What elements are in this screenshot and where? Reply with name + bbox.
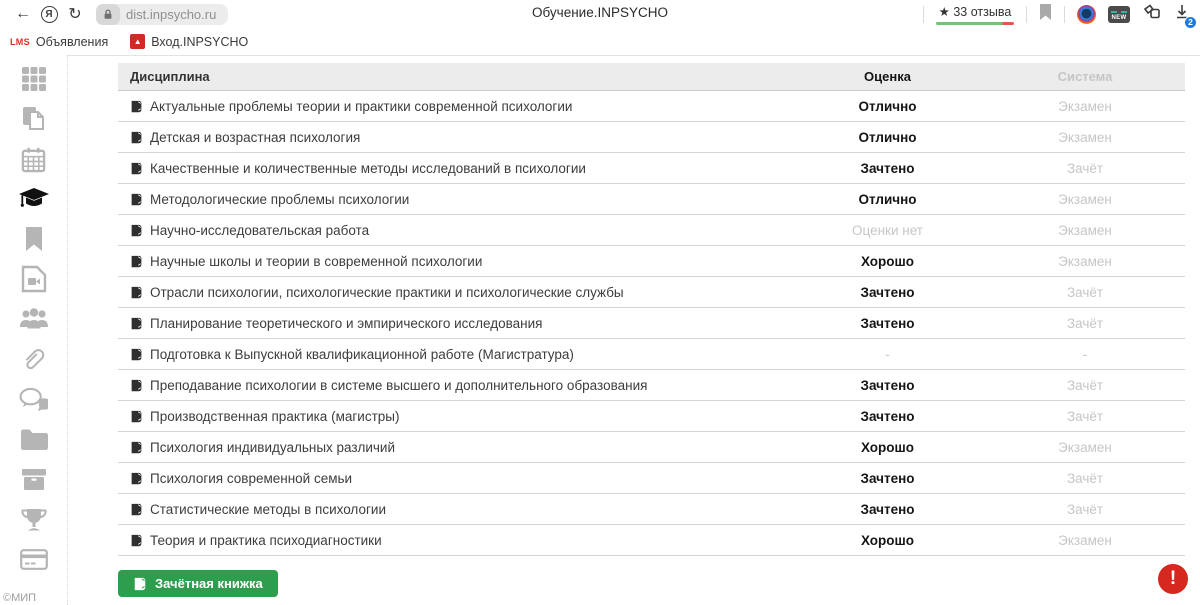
divider xyxy=(923,6,924,23)
bookmark-label: Объявления xyxy=(35,34,109,49)
bookmark-label: Вход.INPSYCHO xyxy=(151,34,249,49)
sidebar-item-files[interactable] xyxy=(17,424,51,454)
system-value: Зачёт xyxy=(1066,284,1104,300)
discipline-name[interactable]: Психология индивидуальных различий xyxy=(150,439,395,455)
downloads-button[interactable] xyxy=(1174,4,1193,27)
new-tab-dash xyxy=(1111,11,1127,13)
grade-value: Оценки нет xyxy=(852,222,923,238)
chat-icon xyxy=(19,387,48,411)
discipline-name[interactable]: Подготовка к Выпускной квалификационной работе (Магистратура) xyxy=(150,346,574,362)
book-icon xyxy=(130,410,143,423)
book-icon xyxy=(130,534,143,547)
reviews-count: ★ 33 отзыва xyxy=(938,4,1012,19)
rating-bar xyxy=(936,22,1014,25)
sidebar-item-achievements[interactable] xyxy=(17,504,51,534)
grade-value: Отлично xyxy=(858,129,917,145)
table-row[interactable] xyxy=(118,308,1185,339)
bookmarks-bar xyxy=(0,28,1200,55)
grades-page xyxy=(68,55,1200,605)
new-tab-icon[interactable] xyxy=(1108,6,1130,23)
documents-icon xyxy=(20,105,48,133)
discipline-name[interactable]: Научно-исследовательская работа xyxy=(150,222,370,238)
book-icon xyxy=(130,286,143,299)
grade-value: Хорошо xyxy=(860,253,915,269)
bookmark-flag-icon[interactable] xyxy=(1039,4,1052,25)
downloads-badge: 2 xyxy=(1184,16,1197,29)
new-tab-label: NEW xyxy=(1111,14,1127,21)
table-row[interactable] xyxy=(118,122,1185,153)
discipline-name[interactable]: Производственная практика (магистры) xyxy=(150,408,400,424)
table-row[interactable] xyxy=(118,153,1185,184)
book-icon xyxy=(130,193,143,206)
table-row[interactable] xyxy=(118,91,1185,122)
column-header-discipline: Дисциплина xyxy=(130,69,210,84)
yandex-icon: Я xyxy=(41,6,58,23)
sidebar-item-bookmarks[interactable] xyxy=(17,224,51,254)
book-icon xyxy=(130,162,143,175)
table-row[interactable] xyxy=(118,525,1185,556)
table-row[interactable] xyxy=(118,246,1185,277)
system-value: Зачёт xyxy=(1066,501,1104,517)
system-value: Зачёт xyxy=(1066,408,1104,424)
app-sidebar xyxy=(0,55,68,605)
bookmark-announcements[interactable] xyxy=(10,35,108,49)
system-value: Зачёт xyxy=(1066,377,1104,393)
discipline-name[interactable]: Теория и практика психодиагностики xyxy=(150,532,382,548)
address-bar[interactable] xyxy=(96,4,228,25)
table-row[interactable] xyxy=(118,401,1185,432)
browser-toolbar xyxy=(0,0,1200,28)
discipline-name[interactable]: Актуальные проблемы теории и практики современной психологии xyxy=(150,98,573,114)
site-reviews-button[interactable] xyxy=(936,4,1014,25)
page-title: Обучение.INPSYCHO xyxy=(532,5,668,20)
discipline-name[interactable]: Преподавание психологии в системе высшего и дополнительного образования xyxy=(150,377,648,393)
bookmark-icon xyxy=(25,227,43,251)
sidebar-item-education-active[interactable] xyxy=(17,184,51,214)
discipline-name[interactable]: Планирование теоретического и эмпирического исследования xyxy=(150,315,543,331)
alert-notification-button[interactable]: ! xyxy=(1158,564,1188,594)
trophy-icon xyxy=(21,507,47,532)
collections-icon[interactable] xyxy=(1142,3,1162,26)
book-icon xyxy=(130,317,143,330)
system-value: Экзамен xyxy=(1058,191,1112,207)
system-value: Экзамен xyxy=(1058,98,1112,114)
sidebar-item-community[interactable] xyxy=(17,304,51,334)
mip-favicon: ▲ xyxy=(130,34,145,49)
system-value: Экзамен xyxy=(1058,129,1112,145)
system-value: Экзамен xyxy=(1058,532,1112,548)
book-icon xyxy=(130,441,143,454)
sidebar-item-media[interactable] xyxy=(17,264,51,294)
grade-value: Зачтено xyxy=(860,284,915,300)
sidebar-item-attachments[interactable] xyxy=(17,344,51,374)
back-button[interactable]: ← xyxy=(15,5,31,22)
book-icon xyxy=(130,348,143,361)
book-icon xyxy=(130,131,143,144)
discipline-name[interactable]: Методологические проблемы психологии xyxy=(150,191,410,207)
card-icon xyxy=(20,549,48,570)
grade-value: Зачтено xyxy=(860,408,915,424)
discipline-name[interactable]: Отрасли психологии, психологические практики и психологические службы xyxy=(150,284,624,300)
sidebar-item-schedule[interactable] xyxy=(17,144,51,174)
grade-value: Зачтено xyxy=(860,470,915,486)
discipline-name[interactable]: Психология современной семьи xyxy=(150,470,353,486)
grade-value: Хорошо xyxy=(860,532,915,548)
table-row[interactable] xyxy=(118,277,1185,308)
book-icon xyxy=(130,224,143,237)
sidebar-item-messages[interactable] xyxy=(17,384,51,414)
grades-table xyxy=(118,63,1185,556)
gradebook-button-label: Зачётная книжка xyxy=(155,576,263,591)
book-icon xyxy=(130,100,143,113)
table-header-row xyxy=(118,63,1185,91)
copyright-label: ©МИП xyxy=(3,592,37,604)
calendar-icon xyxy=(20,146,47,173)
archive-box-icon xyxy=(21,467,47,491)
grade-value: Зачтено xyxy=(860,501,915,517)
table-row[interactable] xyxy=(118,184,1185,215)
grade-value: Зачтено xyxy=(860,315,915,331)
grade-value: Зачтено xyxy=(860,160,915,176)
divider xyxy=(1026,6,1027,23)
sidebar-item-payments[interactable] xyxy=(17,544,51,574)
gradebook-button[interactable] xyxy=(118,570,278,597)
table-row[interactable] xyxy=(118,463,1185,494)
discipline-name[interactable]: Научные школы и теории в современной психологии xyxy=(150,253,483,269)
grade-value: Отлично xyxy=(858,191,917,207)
grade-value: Зачтено xyxy=(860,377,915,393)
yandex-home-button[interactable] xyxy=(36,2,62,26)
people-icon xyxy=(19,307,49,331)
grid-icon xyxy=(21,66,47,92)
book-icon xyxy=(130,503,143,516)
sidebar-item-materials[interactable] xyxy=(17,104,51,134)
url-text: dist.inpsycho.ru xyxy=(126,6,217,22)
lock-icon[interactable] xyxy=(96,4,120,25)
column-header-grade: Оценка xyxy=(864,69,911,84)
table-row[interactable] xyxy=(118,370,1185,401)
system-value: Экзамен xyxy=(1058,253,1112,269)
paperclip-icon xyxy=(21,346,47,372)
divider xyxy=(1064,6,1065,23)
system-value: Экзамен xyxy=(1058,222,1112,238)
discipline-name[interactable]: Качественные и количественные методы исследований в психологии xyxy=(150,160,586,176)
system-value: Зачёт xyxy=(1066,315,1104,331)
folder-icon xyxy=(20,428,48,450)
extension-icon[interactable] xyxy=(1077,5,1096,24)
media-document-icon xyxy=(21,265,47,293)
bookmark-inpsycho-login[interactable] xyxy=(130,34,248,49)
grade-value: - xyxy=(885,346,890,362)
system-value: Зачёт xyxy=(1066,160,1104,176)
gradebook-book-icon xyxy=(133,577,147,591)
grade-value: Хорошо xyxy=(860,439,915,455)
book-icon xyxy=(130,255,143,268)
discipline-name[interactable]: Детская и возрастная психология xyxy=(150,129,361,145)
lms-favicon: LMS xyxy=(10,36,30,47)
table-row[interactable] xyxy=(118,215,1185,246)
grade-value: Отлично xyxy=(858,98,917,114)
system-value: - xyxy=(1082,346,1088,362)
system-value: Экзамен xyxy=(1058,439,1112,455)
column-header-system: Система xyxy=(1057,69,1113,84)
graduation-cap-icon xyxy=(18,186,50,212)
system-value: Зачёт xyxy=(1066,470,1104,486)
discipline-name[interactable]: Статистические методы в психологии xyxy=(150,501,386,517)
sidebar-item-archive[interactable] xyxy=(17,464,51,494)
table-row[interactable] xyxy=(118,494,1185,525)
book-icon xyxy=(130,379,143,392)
sidebar-item-dashboard[interactable] xyxy=(17,64,51,94)
reload-button[interactable]: ↻ xyxy=(68,6,82,23)
book-icon xyxy=(130,472,143,485)
table-row[interactable] xyxy=(118,432,1185,463)
table-row[interactable] xyxy=(118,339,1185,370)
